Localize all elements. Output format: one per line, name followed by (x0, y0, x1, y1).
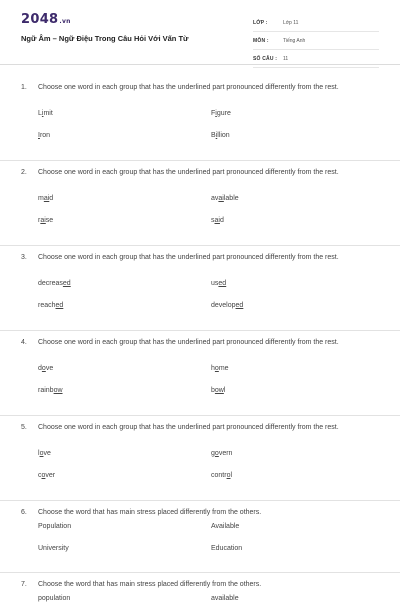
question-text: Choose one word in each group that has the underlined part pronounced differently from the rest. (38, 424, 339, 431)
option-a[interactable]: love (38, 450, 51, 457)
question-number: 5. (21, 424, 27, 431)
option-b[interactable]: available (211, 195, 239, 202)
option-d[interactable]: Billion (211, 132, 230, 139)
question-text: Choose one word in each group that has the underlined part pronounced differently from the rest. (38, 339, 339, 346)
option-d[interactable]: bowl (211, 387, 226, 394)
question-list (0, 76, 400, 613)
option-b[interactable]: used (211, 280, 227, 287)
meta-value: Lớp 11 (283, 19, 299, 26)
question-item (0, 76, 400, 161)
meta-value: 11 (283, 55, 289, 62)
question-item (0, 331, 400, 416)
option-a[interactable]: Limit (38, 110, 53, 117)
meta-label: LỚP : (253, 19, 268, 26)
option-c[interactable]: raise (38, 217, 54, 224)
meta-row-class (253, 14, 379, 32)
option-c[interactable]: rainbow (38, 387, 63, 394)
question-item (0, 501, 400, 573)
question-text: Choose one word in each group that has the underlined part pronounced differently from the rest. (38, 84, 339, 91)
page-header (0, 0, 400, 65)
question-text: Choose the word that has main stress placed differently from the others. (38, 581, 262, 588)
question-number: 2. (21, 169, 27, 176)
option-d[interactable]: control (211, 472, 233, 479)
question-number: 4. (21, 339, 27, 346)
option-d[interactable]: Education (211, 545, 243, 552)
question-text: Choose one word in each group that has the underlined part pronounced differently from the rest. (38, 254, 339, 261)
meta-value: Tiếng Anh (283, 37, 306, 44)
document-title: Ngữ Âm – Ngữ Điệu Trong Câu Hỏi Với Vấn Từ (21, 34, 189, 43)
meta-label: MÔN : (253, 37, 269, 44)
option-b[interactable]: home (211, 365, 229, 372)
question-number: 3. (21, 254, 27, 261)
option-c[interactable]: Iron (38, 132, 51, 139)
option-c[interactable]: University (38, 545, 69, 552)
question-number: 1. (21, 84, 27, 91)
option-d[interactable]: said (211, 217, 224, 224)
question-item (0, 573, 400, 613)
meta-label: SỐ CÂU : (253, 55, 278, 62)
option-a[interactable]: dove (38, 365, 54, 372)
option-a[interactable]: Population (38, 523, 72, 530)
question-item (0, 161, 400, 246)
option-b[interactable]: available (211, 595, 239, 602)
meta-table (253, 14, 379, 68)
option-a[interactable]: population (38, 595, 71, 602)
option-a[interactable]: decreased (38, 280, 71, 287)
question-number: 6. (21, 509, 27, 516)
question-text: Choose the word that has main stress placed differently from the others. (38, 509, 262, 516)
option-c[interactable]: cover (38, 472, 56, 479)
option-d[interactable]: developed (211, 302, 244, 309)
option-b[interactable]: govern (211, 450, 233, 457)
question-number: 7. (21, 581, 27, 588)
question-item (0, 246, 400, 331)
option-c[interactable]: reached (38, 302, 64, 309)
option-b[interactable]: Figure (211, 110, 231, 117)
question-item (0, 416, 400, 501)
option-b[interactable]: Available (211, 523, 240, 530)
logo-text: 2048 (21, 12, 59, 27)
option-a[interactable]: maid (38, 195, 54, 202)
meta-row-subject (253, 32, 379, 50)
logo-suffix: .vn (59, 18, 71, 25)
question-text: Choose one word in each group that has the underlined part pronounced differently from the rest. (38, 169, 339, 176)
site-logo[interactable] (21, 12, 71, 27)
meta-row-count (253, 50, 379, 68)
